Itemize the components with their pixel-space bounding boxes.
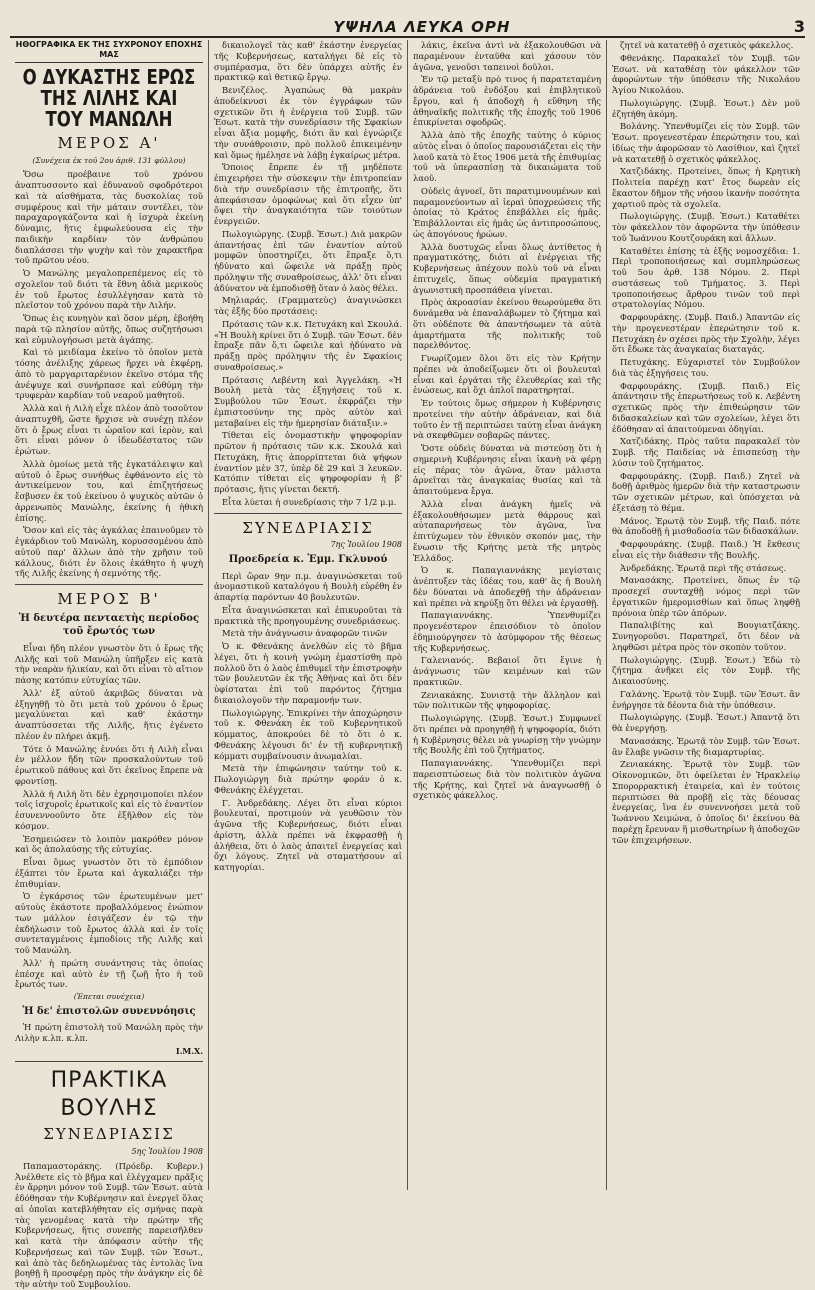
paragraph: Ὁ κ. Παπαγιαννάκης μεγίσταις ἀνέπτυξεν τὰς ἰδέας του, καθ' ἃς ἡ Βουλὴ δὲν δύναται νὰ ἀποδεχθῇ τὴν ἀδράνειαν καὶ πρέπει νὰ κηρύξῃ ὅτι θέλει νὰ ἐργασθῇ. bbox=[413, 565, 601, 608]
paragraph: Ἀλλὰ ἀπὸ τῆς ἐποχῆς ταύτης ὁ κύριος αὐτὸς εἶναι ὁ ὁποῖος παρουσιάζεται εἰς τὴν λαοῦ κατὰ τὸ ἔτος 1906 μετὰ τῆς ἐπιθυμίας τοῦ νὰ ὑπερασπίσῃ τὰ δικαιώματα τοῦ λαοῦ. bbox=[413, 130, 601, 183]
paragraph: Χατζιδάκης. Πρὸς ταῦτα παρακαλεῖ τὸν Συμβ. τῆς Παιδείας νὰ ἐπισπεύσῃ τὴν λύσιν τοῦ ζητήματος. bbox=[612, 436, 800, 468]
paragraph: Πρότασις Λεβέντη καὶ Ἀγγελάκη. «Ἡ Βουλὴ μετὰ τὰς ἐξηγήσεις τοῦ κ. Συμβούλου τῶν Ἐσωτ. ἐκφράζει τὴν ἐμπιστοσύνην της πρὸς αὐτὸν καὶ μεταβαίνει εἰς τὴν ἡμερησίαν διάταξιν.» bbox=[214, 374, 402, 428]
column-3 bbox=[408, 40, 607, 1190]
paragraph: Γ. Ἀνδρεδάκης. Λέγει ὅτι εἶναι κύριοι βουλευταί, προτιμούν νὰ γευθῶσιν τὸν ἀγῶνα τῆς Κυβερνήσεως, διότι εἶναι ἀρίστη, ἀλλὰ πρέπει νὰ ἐκφρασθῇ ἡ ἀλήθεια, ὅτι ὁ λαὸς ἀπαιτεῖ ἐνεργείας καὶ ὄχι λόγους. Ζητεῖ νὰ σταματήσουν αἱ κατηγορίαι. bbox=[214, 797, 402, 873]
paragraph: Παπαμαστοράκης. (Πρόεδρ. Κυβερν.) Ἀνέλθετε εἰς τὸ βῆμα καὶ ἐλέγχαμεν πρᾶξις ἐν ἄρρηνι μόνον τοῦ Συμβ. τῶν Ἐσωτ. αὐτὰ ἐδόθησαν τὴν Κυβέρνησιν καὶ ἐνεργεῖ ὅλας αἱ ὁποῖαι κατεβλήθηταν εἰς σμήνας παρὰ τὰς γενομένας κατὰ τὴν πρώτην τῆς Κυβερνήσεως, ἥτις συνεπὴς παρεισῆλθεν καὶ κατὰ τὴν ἀπόφασιν αὐτὴν τῆς Κυβερνήσεως καὶ τῶν Συμβ. τῶν Ἐσωτ., καὶ ἀπὸ τὰς δεδηλωμένας τὰς ἐντολὰς ἵνα βοηθῇ ἢ προσφέρῃ πρὸς τὴν ἀνάγκην εἰς δὲ τὴν αὐτὴν τοῦ Συμβουλίου. bbox=[15, 1160, 203, 1290]
paragraph: Τίθεται εἰς ὀνομαστικὴν ψηφοφορίαν πρῶτον ἡ πρότασις τῶν κ.κ. Σκουλά καὶ Πετυχάκη, ἥτις ἀπορρίπτεται διὰ ψήφων ἐναντίον μὲν 37, ὑπὲρ δὲ 29 καὶ 3 λευκῶν. Κατόπιν τίθεται εἰς ψηφοφορίαν ἡ β' πρότασις, ἥτις γίνεται δεκτή. bbox=[214, 430, 402, 494]
paragraph: Μανασάκης. Προτείνει, ὅπως ἐν τῷ προσεχεῖ συνταχθῇ νόμος περὶ τῶν ἐργατικῶν ἡμερομισθίων καὶ ὅπως ληφθῇ πρόνοια ὑπὲρ τῶν ἀπόρων. bbox=[612, 575, 800, 618]
paragraph: Πρότασις τῶν κ.κ. Πετυχάκη καὶ Σκουλά. «Ἡ Βουλὴ κρίνει ὅτι ὁ Συμβ. τῶν Ἐσωτ. δὲν ἔπραξε πᾶν ὅ,τι ὤφειλε καὶ ἠδύνατο νὰ πράξῃ πρὸς πρόληψιν τῆς ἐν Σφακίοις συναθροίσεως.» bbox=[214, 318, 402, 372]
paragraph: Φαρφουράκης. (Συμβ. Παιδ.) Εἰς ἀπάντησιν τῆς ἐπερωτήσεως τοῦ κ. Λεβέντη σχετικῶς πρὸς τὴν ἐπιθεώρησιν τῶν διδασκαλείων καὶ τῶν σχολείων, λέγει ὅτι ἐδόθησαν αἱ ἀπαιτούμεναι ὁδηγίαι. bbox=[612, 380, 800, 434]
paragraph: Φθενάκης. Παρακαλεῖ τὸν Συμβ. τῶν Ἐσωτ. νὰ καταθέσῃ τὸν φάκελλον τῶν ἀφορώντων τὴν ὑπόθεσιν τῆς Νικολάου Ἁγίου Νικολάου. bbox=[612, 52, 800, 95]
paragraph: Ζενιακάκης. Ἐρωτᾷ τὸν Συμβ. τῶν Οἰκονομικῶν, ὅτι ὀφείλεται ἐν Ἡρακλείῳ Σπορορρακτικὴ ἑταιρεία, καὶ ἐν τούτοις περιπτώσει θὰ προβῇ εἰς τὰς δέουσας ἐνεργείας, ἵνα ἐν συνεννοήσει μετὰ τοῦ Ἰωάννου Χειμώνα, ὁ ὁποῖος δι' ἐκείνου θὰ παρέχῃ ἔρευναν ἢ μισθωτηρίων ἢ ἀποδοχῶν τῶν ἐπιχειρήσεων. bbox=[612, 759, 800, 845]
divider bbox=[15, 584, 203, 585]
paragraph: Φαρφουράκης. (Συμβ. Παιδ.) Ἀπαντῶν εἰς τὴν προγενεστέραν ἐπερώτησιν τοῦ κ. Πετυχάκη ἐν σχέσει πρὸς τὴν Σχολὴν, λέγει ὅτι ἔδωκε τὰς ἀναγκαίας διαταγάς. bbox=[612, 312, 800, 355]
paragraph: Πωλογιώργης. (Συμβ. Ἐσωτ.) Καταθέτει τὸν φάκελλον τὸν ἀφορῶντα τὴν ὑπόθεσιν τοῦ Ἰωάννου Κουτζουράκη καὶ ἄλλων. bbox=[612, 211, 800, 243]
paragraph: ζητεῖ νὰ κατατεθῇ ὁ σχετικὸς φάκελλος. bbox=[620, 40, 794, 50]
paragraph: Ὅπως ἐις κυνηγὸν καὶ ὅσον μέρη, ἐβοήθη παρὰ τῷ πλησίον αὐτῆς, ὅπως συζητήσωσι καὶ εὐμυλογήσωσι μετὰ ἀγάπης. bbox=[15, 313, 203, 345]
paragraph: Ὁ κ. Φθενάκης ἀνελθὼν εἰς τὸ βῆμα λέγει, ὅτι ἡ κοινὴ γνώμη ἐμαστίσθη πρὸ πολλοῦ ὅτι ὁ λαὸς ἐπιθυμεῖ τὴν ἐπιστροφὴν τῶν βουλευτῶν ἐκ τῆς Ἀθήνας καὶ ὅτι δὲν ὑφίσταται ἐπὶ τοῦ παρόντος ζήτημα δικαιολογοῦν τὴν παραμονήν των. bbox=[214, 641, 402, 705]
part-a-heading: ΜΕΡΟΣ Α' bbox=[57, 134, 161, 153]
paragraph: Ἀλλὰ ἡ Λιλὴ ὅτι δὲν ἐχρησιμοποίει πλέον τοῖς ἰσχυροῖς ἐρωτικοῖς καὶ εἰς τὸ ἐναντίον ἐσυνεννοοῦντο ὅτε ἐξῆλθον εἰς τὸν κόσμον. bbox=[15, 788, 203, 831]
paragraph: δικαιολογεῖ τὰς καθ' ἑκάστην ἐνεργείας τῆς Κυβερνήσεως, καταλήγει δὲ εἰς τὸ συμπέρασμα, ὅτι δὲν ὑπάρχει αὐτῆς ἐν πρακτικῷ καὶ θετικῷ ἔργῳ. bbox=[214, 40, 402, 83]
paragraph: Εἶναι ἤδη πλέον γνωστὸν ὅτι ὁ ἔρως τῆς Λιλῆς καὶ τοῦ Μανώλη ὑπῆρξεν εἰς κατὰ τὴν νεαρὰν ἡλικίαν, καὶ ὅτι εἶναι τὸ αἴτιον πάσης κατόπιν εὐτυχίας τῶν. bbox=[15, 642, 203, 686]
proceedings-heading: ΠΡΑΚΤΙΚΑ ΒΟΥΛΗΣ bbox=[50, 1068, 168, 1122]
paragraph: λάκις, ἐκεῖνα ἀντὶ νὰ ἐξακολουθῶσι νὰ παραμένουν ἐνταῦθα καὶ χάσουν τὸν ἀγῶνα, γενοῦσι ταπεινοὶ δοῦλοι. bbox=[413, 40, 601, 72]
chair-heading: Προεδρεία κ. Ἐμμ. Γκλυνού bbox=[228, 553, 388, 565]
session-date: 5ης Ἰουλίου 1908 bbox=[131, 1146, 203, 1156]
paragraph: Ἀλλὰ καὶ ἡ Λιλὴ εἶχε πλέον ἀπὸ τοσοῦτον ἀναπτυχθῆ, ὥστε ἤρχισε νὰ συνέχῃ πλέον ὅτι ὁ ἔρως εἶναι τι ὡραῖον καὶ ἱερὸν, καὶ ὅτι εἶναι μόνον ὁ ἰδεωδέστατος τῶν ἐρώτων. bbox=[15, 403, 203, 456]
byline: (Συνέχεια ἐκ τοῦ 2ου ἀριθ. 131 φύλλου) bbox=[32, 155, 186, 165]
paragraph: Ἀλλὰ δυστυχῶς εἶναι ὅλως ἀντίθετος ἡ πραγματικότης, διότι αἱ ἐνέργειαι τῆς Κυβερνήσεως ἀπέχουν πολὺ τοῦ νὰ εἶναι ἐπιτυχεῖς, ὅπως οὐδεμία πραγματική ἀγωνιστικὴ προσπάθεια γίνεται. bbox=[413, 241, 601, 295]
divider bbox=[214, 513, 402, 514]
column-1 bbox=[10, 40, 209, 1290]
paragraph: Ὅσω προέβαινε τοῦ χρόνου ἀναπτυσσοντο καὶ ἐδυνανοῦ σφοδρότεροι καὶ τὰ αἰσθήματα, τὰς δυσκολίας τοῦ συμφέρους καὶ τὴν μάταιν συντέλει, τὸν παραχαρογκάζοντα καὶ ἡ ἰσχυρὰ ἐκείνη δύναμις, ἥτις ἐμφωλεύουσα εἰς τὴν παιδικὴν καρδίαν τὸν ἀνθρώπου διαπλάσσει τὴν ψυχὴν καὶ τὸν χαρακτῆρα τοῦ πρῶτου νέου. bbox=[15, 169, 203, 266]
signature: Ι.Μ.Χ. bbox=[175, 1045, 203, 1056]
paragraph: Γαλενιανός. Βεβαιοῖ ὅτι ἔγινε ἡ ἀνάγνωσις τῶν κειμένων καὶ τῶν πρακτικῶν. bbox=[413, 655, 601, 687]
paragraph: Ὅστε οὐδεὶς δύναται νὰ πιστεύσῃ ὅτι ἡ σημερινὴ Κυβέρνησις εἶναι ἱκανὴ νὰ φέρῃ εἰς πέρας τὸν ἀγῶνα, ὅταν μάλιστα ἀρνεῖται τὰς ἀναγκαίας θυσίας καὶ τὰ ἀπαιτούμενα ἔργα. bbox=[413, 443, 601, 496]
paragraph: Εἶναι ὅμως γνωστὸν ὅτι τὸ ἐμπόδιον ἐξάπτει τὸν ἔρωτα καὶ ἀγκαλιάζει τὴν ἐπιθυμίαν. bbox=[15, 857, 203, 889]
part-b-heading: ΜΕΡΟΣ Β' bbox=[57, 590, 161, 608]
paragraph: Χατζιδάκης. Προτείνει, ὅπως ἡ Κρητικὴ Πολιτεία παρέχῃ κατ' ἔτος δωρεὰν εἰς ἕκαστον δῆμον τῆς νήσου ἱκανὴν ποσότητα χαρτιοῦ πρὸς τὰ σχολεῖα. bbox=[612, 166, 800, 209]
paragraph: Παπαλιβίτης καὶ Βουγιατζάκης. Συνηγοροῦσι. Παρατηρεῖ, ὅτι δέον νὰ ληφθῶσι μέτρα πρὸς τὸν σκοπὸν τοῦτον. bbox=[612, 620, 800, 652]
paragraph: Μάνος. Ἐρωτᾷ τὸν Συμβ. τῆς Παιδ. πότε θὰ ἀποδοθῇ ἡ μισθοδοσία τῶν διδασκάλων. bbox=[612, 515, 800, 537]
divider bbox=[15, 1061, 203, 1062]
section-kicker: ΗΘΟΓΡΑΦΙΚΑ ΕΚ ΤΗΣ ΣΥΧΡΟΝΟΥ ΕΠΟΧΗΣ ΜΑΣ bbox=[15, 40, 203, 63]
session-heading: ΣΥΝΕΔΡΙΑΣΙΣ bbox=[242, 518, 374, 537]
paragraph: Μετὰ τὴν ἐπιφώνησιν ταύτην τοῦ κ. Πωλογιώργη διὰ πρώτην φοράν ὁ κ. Φθενάκης ἐλέγχεται. bbox=[214, 763, 402, 795]
next-title: Ἡ δε' ἐπιστολῶν συνεννόησις bbox=[22, 1005, 196, 1017]
paragraph: Μανασάκης. Ἐρωτᾷ τὸν Συμβ. τῶν Ἐσωτ. ἂν ἔλαβε γνῶσιν τῆς διαμαρτυρίας. bbox=[612, 735, 800, 757]
paragraph: Γαλάνης. Ἐρωτᾷ τὸν Συμβ. τῶν Ἐσωτ. ἂν ἐνήργησε τὰ δέοντα διὰ τὴν ὑπόθεσιν. bbox=[612, 688, 800, 710]
paragraph: Εἶτα λύεται ἡ συνεδρίασις τὴν 7 1/2 μ.μ. bbox=[222, 496, 397, 507]
story-title: Ο ΔΥΚΑΣΤΗΣ ΕΡΩΣ ΤΗΣ ΛΙΛΗΣ ΚΑΙ ΤΟΥ ΜΑΝΩΛΗ bbox=[22, 65, 196, 132]
paragraph: Ὅσον καὶ εἰς τὰς ἀγκάλας ἐπαινοῦμεν τὸ ἐγκάρδιον τοῦ Μανώλη, κορυσσομένου ἀπὸ αὐτοῦ παρ' ἄλλων ἀπὸ τὴν χρῆσιν τοῦ κάλλους, διότι ἐν ὅλοις ἐκάθητο ἡ ψυχὴ τῆς Λιλῆς ἐκείνης ἡ σεμνότης τῆς. bbox=[15, 525, 203, 579]
paragraph: Ὁ ἐγκάρσιος τῶν ἐρωτευμένων μετ' αὐτοὺς ἐκάστοτε προβαλλόμενος ἐνώπιον των μάλλον ἐσιγάζεσν ἐν τῷ τὴν ἐκδήλωσιν τοῦ ἔρωτος ἀλλὰ καὶ ἐν τοῖς συντεταγμένοις ἐμποδίοις τῆς Λιλῆς καὶ τοῦ Μανώλη. bbox=[15, 891, 203, 956]
paragraph: Μηλιαράς. (Γραμματεὺς) ἀναγινώσκει τὰς ἐξῆς δύο προτάσεις: bbox=[214, 295, 402, 316]
paragraph: Παπαγιαννάκης. Ὑπενθυμίζει προγενέστερον ἐπεισόδιον τὸ ὁποῖον ἐδημιούργησεν τὸ ἀσύμφορον τῆς θέσεως τῆς Κυβερνήσεως. bbox=[413, 610, 601, 653]
paragraph: Εἶτα ἀναγινώσκεται καὶ ἐπικυροῦται τὰ πρακτικὰ τῆς προηγουμένης συνεδριάσεως. bbox=[214, 604, 402, 626]
paragraph: Φαρφουράκης. (Συμβ. Παιδ.) Ἡ ἔκθεσις εἶναι εἰς τὴν διάθεσιν τῆς Βουλῆς. bbox=[612, 539, 800, 560]
paragraph: Πωλογιώργης. (Συμβ. Ἐσωτ.) Ἀπαντᾷ ὅτι θὰ ἐνεργήσῃ. bbox=[612, 712, 800, 733]
paragraph: Πωλογιώργης. (Συμβ. Ἐσωτ.) Συμφωνεῖ ὅτι πρέπει νὰ προηγηθῇ ἡ ψηφοφορία, διότι ἡ Κυβέρνησις θέλει νὰ γνωρίσῃ τὴν γνώμην τῆς Βουλῆς ἐπὶ τοῦ ζητήματος. bbox=[413, 713, 601, 756]
paragraph: Καταθέτει ἐπίσης τὰ ἑξῆς νομοσχέδια: 1. Περὶ τροποποιήσεως καὶ συμπληρώσεως τοῦ 5ου ἀρθ. 138 Νόμου. 2. Περὶ συστάσεως τοῦ Τμήματος. 3. Περὶ τροποποιήσεως ἄρθρου τινῶν τοῦ περὶ στρατολογίας Νόμου. bbox=[612, 245, 800, 310]
column-2 bbox=[209, 40, 408, 1190]
paragraph: Ὅποιος ἔπρεπε ἐν τῇ μηδέποτε ἐπιχειρήσει τὴν σύσκεψιν τὴν ἐπιτροπείαν διὰ τὴν συνεδρίασιν τῆς ἐπιτροπῆς, ὅτι ἀπεφάσισαν ὁμοφώνως καὶ ὅτι εἶχεν ὑπ' ὄψει τὴν ἀναγκαιότητα τῶν τοιούτων ἐνεργειῶν. bbox=[214, 162, 402, 226]
paragraph: Βενιζέλος. Ἀγαπώως θὰ μακρὰν ἀποδείκνυσι ἐκ τὸν ἐγγράφων τῶν σχετικῶν ὅτι ἡ ἐνέργεια τοῦ Συμβ. τῶν Ἐσωτ. κατὰ τὴν συνεδρίασιν τῆς Σφακίων εἶναι ἄξια μομφῆς, διότι ἂν καὶ ἐγνώριζε τὴν συνάθροισιν, πρὸ πολλοῦ ἐπικειμένην καὶ ὅμως ἠμέλησε νὰ λάβῃ ἐγκαίρως μέτρα. bbox=[214, 85, 402, 160]
paragraph: Γνωρίζομεν ὅλοι ὅτι εἰς τὸν Κρήτην πρέπει νὰ ἀποδείξωμεν ὅτι οἱ βουλευταὶ εἶναι καὶ ἐργάται τῆς ἐλευθερίας καὶ τῆς ἑνώσεως, καὶ ὅχι ἁπλοῖ παρατηρηταί. bbox=[413, 353, 601, 396]
session-heading: ΣΥΝΕΔΡΙΑΣΙΣ bbox=[43, 1125, 175, 1144]
paragraph: Ἀλλ' ἐξ αὐτοῦ ἀκριβῶς δύναται νὰ ἐξηγηθῇ τὸ ὅτι μετὰ τοῦ χρόνου ὁ ἔρως μεγαλύνεται καὶ καθ' ἑκάστην ἀναπτύσσεται τῆς Λιλῆς, ἥτις ἐγένετο πλέον ἐν πλήρει ἀκμῇ. bbox=[15, 687, 203, 741]
paragraph: Ἀλλὰ εἶναι ἀνάγκη ἡμεῖς νὰ ἐξακολουθήσωμεν μετὰ θάρρους καὶ αὐταπαρνήσεως τὸν ἀγῶνα, ἵνα ἐπιτύχωμεν τὸν ἐθνικὸν σκοπόν μας, τὴν ἕνωσιν τῆς Κρήτης μετὰ τῆς μητρὸς Ἑλλάδος. bbox=[413, 498, 601, 563]
paragraph: Ἀνδρεδάκης. Ἐρωτᾷ περὶ τῆς στάσεως. bbox=[620, 562, 787, 573]
paragraph: Πωλογιώργης. (Συμβ. Ἐσωτ.) Ἐδὼ τὸ ζήτημα ἀνῆκει εἰς τὸν Συμβ. τῆς Δικαιοσύνης. bbox=[612, 654, 800, 686]
paragraph: Βολάνης. Ὑπενθυμίζει εἰς τὸν Συμβ. τῶν Ἐσωτ. προγενεστέραν ἐπερώτησιν του, καὶ ἰδίως τὴν ἀφορῶσαν τὸ Λασίθιον, καὶ ζητεῖ νὰ κατατεθῇ ὁ σχετικὸς φάκελλος. bbox=[612, 121, 800, 164]
page-number: 3 bbox=[793, 17, 805, 36]
paragraph: Ἀλλ' ἡ πρώτη συνάντησις τὰς ὁποίας ἐπέσχε καὶ αὐτὸ ἐν τῇ ζωῇ ἦτο ἡ τοῦ ἔρωτός των. bbox=[15, 957, 203, 990]
paragraph: Ζενιακάκης. Συνιστᾷ τὴν ἄλληλον καὶ τῶν πολιτικῶν τῆς ψηφοφορίας. bbox=[413, 689, 601, 711]
newspaper-title: ΥΨΗΛΑ ΛΕΥΚΑ ΟΡΗ bbox=[333, 18, 511, 36]
paragraph: Ἐν τούτοις ὅμως σήμερον ἡ Κυβέρνησις προτείνει τὴν αὐτὴν ἀδράνειαν, καὶ διὰ τοῦτο ἐν τῇ περιπτώσει ταύτῃ εἶναι ἀνάγκη νὰ σκεφθῶμεν σοβαρῶς πάντες. bbox=[413, 398, 601, 441]
page-header bbox=[10, 10, 805, 38]
paragraph: Οὐδεὶς ἀγνοεῖ, ὅτι παρατιμνουμένων καὶ παραμονεύοντων αἱ ἱεραὶ ὑποχρεώσεις τῆς ὁποίας τὸ Κράτος ἐπεβάλλει εἰς ἡμᾶς. Ἐπιβάλλονται εἰς ἡμᾶς ὡς ἀντιπροσώπους, ὡς ἀπογόνους ἡρώων. bbox=[413, 185, 601, 239]
paragraph: Μετὰ τὴν ἀνάγνωσιν ἀναφορῶν τινῶν bbox=[222, 628, 388, 639]
paragraph: Φαρφουράκης. (Συμβ. Παιδ.) Ζητεῖ νὰ δοθῇ ἀριθμὸς ἡμερῶν διὰ τὴν καταστρωσιν τῶν σχετικῶν μέτρων, καὶ ὑπόσχεται νὰ ἐξετάσῃ τὸ θέμα. bbox=[612, 470, 800, 513]
paragraph: Ἐσημειώσεν τὸ λοιπὸν μακρόθεν μόνον καὶ ὅς ἀπολαύσῃς τῆς εὐτυχίας. bbox=[15, 833, 203, 855]
paragraph: Παπαγιαννάκης. Ὑπενθυμίζει περὶ παρεισπτώσεως διὰ τὸν πολιτικὸν ἀγῶνα τῆς Κρήτης, καὶ ζητεῖ νὰ ἀναγνωσθῇ ὁ σχετικὸς φάκελλος. bbox=[413, 758, 601, 801]
paragraph: Τότε ὁ Μανώλης ἐννόει ὅτι ἡ Λιλὴ εἶναι ἐν μέλλον ἤδη τῶν προσκαλούντων τοῦ ἐρωτικοῦ πάθους καὶ ὅτι ἐκεῖνος ἔπρεπε νὰ φροντίσῃ. bbox=[15, 743, 203, 786]
paragraph: Πωλογιώργης. (Συμβ. Ἐσωτ.) Διὰ μακρῶν ἀπαντήσας ἐπὶ τῶν ἐναντίον αὐτοῦ μομφῶν ὑποστηρίζει, ὅτι ἔπραξε ὅ,τι ἠδύνατο καὶ ὤφειλε νὰ πράξῃ πρὸς πρόληψιν τῆς συναθροίσεως, ἀλλ' ὅτι εἶναι ἀδύνατον νὰ ἐμποδισθῇ ὅταν ὁ λαὸς θέλει. bbox=[214, 228, 402, 293]
paragraph: Ἀλλὰ ὁμοίως μετὰ τῆς ἐγκατάλειψιν καὶ αὐτοῦ ὁ ἔρως συνήθως ἐφθάνοντο εἰς τὸ ἀντικείμενον του, καὶ ἐπιζητήσεως ἔσβυσεν ἐκ τοῦ ἐκείνου ὁ ψυχικὸς αὐτῶν ὁ ἀρρενωπὸς Μανώλης, ἐκείνης ἡ ἠθικὴ ἐπίσης. bbox=[15, 458, 203, 523]
paragraph: Καὶ τὸ μειδίαμα ἐκείνο τὸ ὁποῖον μετὰ τόσης ἀνέλιξης χάρεως ἤρχει νὰ ἐκφέρῃ, ἀπὸ τὸ μαργαριταρένιον ἐκεῖνο στόμα τῆς ἀνέψυχε καὶ συνήρπασε καὶ εὐθύμη τὴν τρυφερὰν καρδίαν τοῦ νεαροῦ μαθητοῦ. bbox=[15, 347, 203, 401]
session-date: 7ης Ἰουλίου 1908 bbox=[330, 539, 402, 549]
paragraph: Πωλογιώργης. (Συμβ. Ἐσωτ.) Δὲν μοῦ ἐζητήθη ἀκόμη. bbox=[612, 97, 800, 119]
paragraph: Περὶ ὥραν 9ην π.μ. ἀναγινώσκεται τοῦ ἀνομαστικοῦ καταλόγου ἡ Βουλὴ εὑρέθη ἐν ἀπαρτίᾳ παρόντων 40 βουλευτῶν. bbox=[214, 570, 402, 603]
continued-note: (Ἐπεται συνέχεια) bbox=[73, 992, 145, 1002]
paragraph: Ἐν τῷ μεταξὺ πρὸ τινος ἡ παρατεταμένη ἀδράνεια τοῦ ἐνδόξου καὶ ἐπιβλητικοῦ ἔργου, καὶ ἡ ἀποδοχὴ ἡ εὔθηνη τῆς ἀθηναϊκῆς πολιτικῆς τῆς ἐποχῆς τοῦ 1906 ἐπικρίνεται σφοδρῶς. bbox=[413, 74, 601, 128]
paragraph: Πετυχάκης. Εὐχαριστεῖ τὸν Συμβούλον διὰ τὰς ἐξηγήσεις του. bbox=[612, 357, 800, 378]
paragraph: Ἡ πρώτη ἐπιστολὴ τοῦ Μανώλη πρὸς τὴν Λιλὴν κ.λπ. κ.λπ. bbox=[15, 1022, 203, 1044]
article-columns bbox=[10, 40, 805, 1290]
section-b-title: Ἡ δευτέρα πενταετὴς περίοδος τοῦ ἔρωτός των bbox=[18, 613, 200, 637]
paragraph: Πωλογιώργης. Ἐπικρίνει τὴν ἀποχώρησιν τοῦ κ. Φθενάκη ἐκ τοῦ Κυβερνητικοῦ κόμματος, ἀποκρούει δὲ τὸ ὅτι ὁ κ. Φθενάκης λέγουσι δι' ἐν τῇ κυβερνητικῇ κόμματι συμβαίνουσιν ἀνωμαλίαι. bbox=[214, 707, 402, 761]
paragraph: Ὁ Μανώλης μεγαλοπρεπέμενος εἰς τὸ σχολεῖον τοῦ διότι τὰ ἔθνη ἀδιὰ μερικοὺς ἐν τοῦ ἔρωτος ἐσυλλέγησαν κατὰ τὸ πλεῖστον τοῦ χρόνου παρὰ τὴν Λιλήν. bbox=[15, 268, 203, 311]
column-4 bbox=[607, 40, 805, 1190]
paragraph: Πρὸς ἀκροασίαν ἐκείνου θεωρούμεθα ὅτι δυνάμεθα νὰ ἐπαναλάβωμεν τὸ ζήτημα καὶ ὅτι οὐδέποτε θὰ ἀπαντήσωμεν τὰ αὐτὰ ἀμαρτήματα τῆς πολιτικῆς τοῦ παρελθόντος. bbox=[413, 297, 601, 351]
